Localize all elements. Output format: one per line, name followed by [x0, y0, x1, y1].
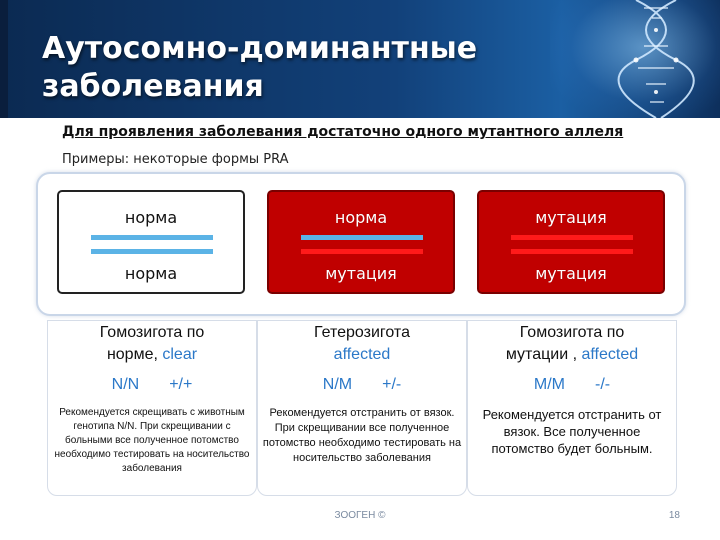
- recommendation-text: Рекомендуется отстранить от вязок. Все полученное потомство будет больным.: [482, 407, 662, 456]
- examples-text: Примеры: некоторые формы PRA: [62, 152, 289, 167]
- title-banner: [0, 0, 720, 118]
- allele-bar-bottom: [301, 249, 423, 254]
- recommendation-text: Рекомендуется скрещивать с животным генотипа N/N. При скрещивании с больными все полученное потомство необходимо тестировать на носительство заболевания: [54, 407, 250, 474]
- description-title-line1: Гомозигота по: [519, 324, 625, 341]
- genotype-symbol: +/-: [382, 376, 402, 393]
- genotype-symbol: +/+: [169, 376, 193, 393]
- allele-bar-top: [511, 235, 633, 240]
- allele-panel-normal-mutation: [267, 190, 455, 294]
- genotype-code: M/M: [533, 376, 565, 393]
- allele-bar-bottom: [511, 249, 633, 254]
- allele-bar-top: [91, 235, 213, 240]
- description-title: [52, 322, 252, 366]
- allele-label-bottom: мутация: [325, 264, 397, 283]
- status-label: affected: [581, 346, 639, 363]
- description-title-line2: мутации ,: [505, 346, 582, 363]
- status-label: affected: [333, 346, 391, 363]
- footer-brand: ЗООГЕН ©: [334, 510, 386, 521]
- allele-panel-mutation-mutation: [477, 190, 665, 294]
- genotype-row: [262, 374, 462, 396]
- description-heterozygous: [262, 322, 462, 466]
- description-title-line1: Гетерозигота: [314, 324, 410, 341]
- description-title: [262, 322, 462, 366]
- genotype-row: [52, 374, 252, 396]
- allele-bar-bottom: [91, 249, 213, 254]
- allele-bar-top: [301, 235, 423, 240]
- allele-label-top: норма: [124, 208, 178, 227]
- page-number: 18: [668, 510, 680, 521]
- genotype-code: N/M: [322, 376, 353, 393]
- description-title-line2: норме,: [106, 346, 163, 363]
- description-homozygous-mutation: [472, 322, 672, 457]
- allele-label-bottom: норма: [124, 264, 178, 283]
- genotype-row: [472, 374, 672, 396]
- allele-label-bottom: мутация: [535, 264, 607, 283]
- status-label: clear: [162, 346, 198, 363]
- allele-label-top: мутация: [535, 208, 607, 227]
- genotype-symbol: -/-: [595, 376, 611, 393]
- banner-left-band: [0, 0, 8, 118]
- subtitle: Для проявления заболевания достаточно одного мутантного аллеля: [62, 124, 624, 140]
- page-title: Аутосомно-доминантные заболевания: [42, 31, 478, 104]
- allele-panel-normal-normal: [57, 190, 245, 294]
- description-homozygous-normal: [52, 322, 252, 476]
- description-title: [472, 322, 672, 366]
- dna-helix-icon: [616, 0, 706, 118]
- genotype-code: N/N: [111, 376, 140, 393]
- slide-footer: [0, 508, 720, 528]
- recommendation-text: Рекомендуется отстранить от вязок. При скрещивании все полученное потомство необходимо тестировать на носительство заболевания: [262, 407, 462, 464]
- allele-label-top: норма: [334, 208, 388, 227]
- description-title-line1: Гомозигота по: [99, 324, 205, 341]
